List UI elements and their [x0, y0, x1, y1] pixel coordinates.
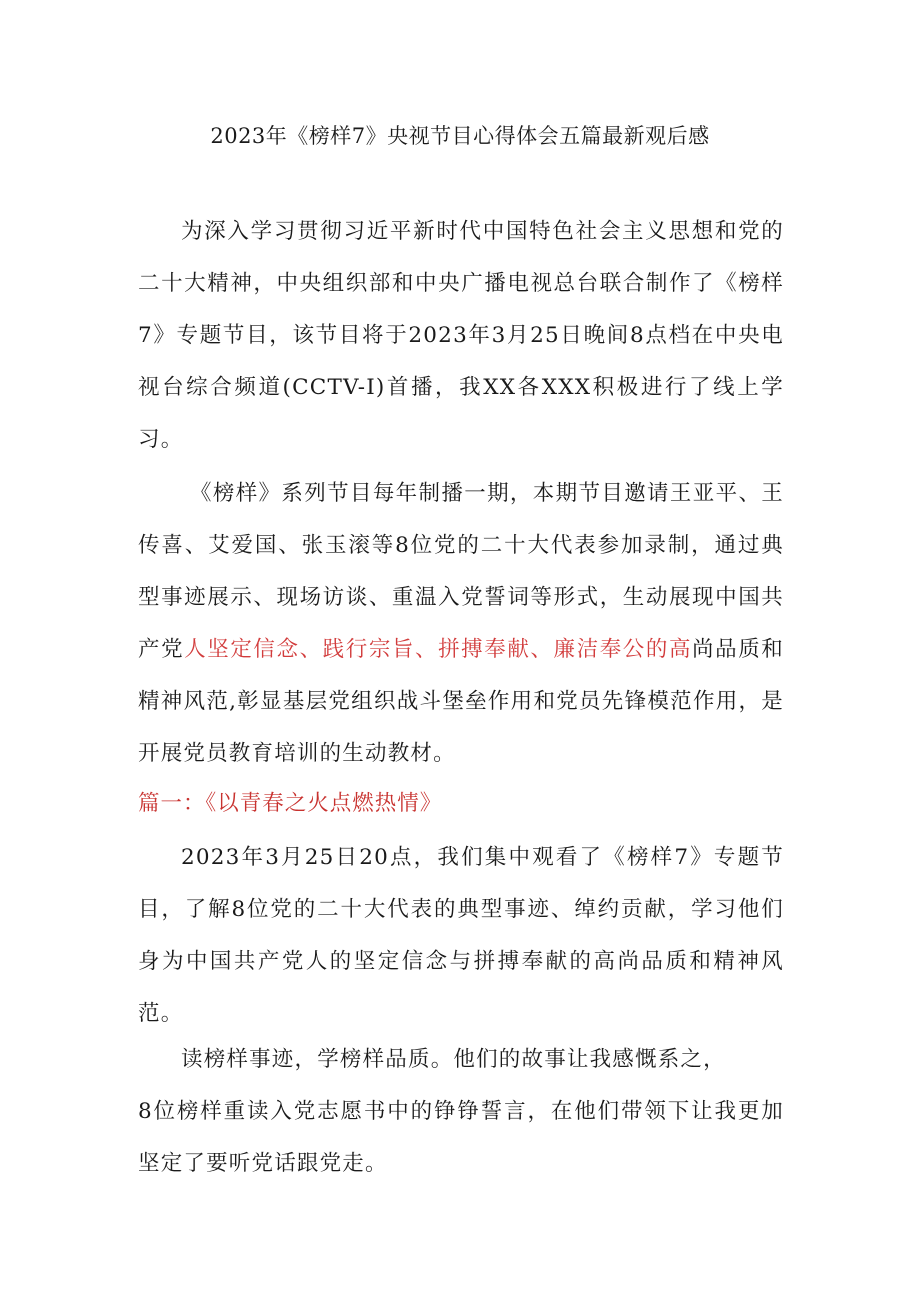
intro-paragraph: 为深入学习贯彻习近平新时代中国特色社会主义思想和党的二十大精神，中央组织部和中央广播电视总台联合制作了《榜样7》专题节目，该节目将于2023年3月25日晚间8点档在中央电视台综合频道(CCTV-I)首播，我XX各XXX积极进行了线上学习。 — [138, 219, 784, 452]
second-paragraph — [138, 468, 784, 780]
section-heading: 篇一：《以青春之火点燃热情》 — [138, 791, 443, 816]
second-paragraph-text-after: 尚品质和精神风范,彰显基层党组织战斗堡垒作用和党员先锋模范作用，是开展党员教育培训的生动教材。 — [138, 637, 784, 766]
document-title: 2023年《榜样7》央视节目心得体会五篇最新观后感 — [210, 124, 710, 148]
section-paragraph-2 — [138, 1034, 784, 1190]
section-paragraph-2-line-2: 8位榜样重读入党志愿书中的铮铮誓言，在他们带领下让我更加坚定了要听党话跟党走。 — [138, 1099, 784, 1176]
section-paragraph-2-line-1: 读榜样事迹，学榜样品质。他们的故事让我感慨系之， — [181, 1047, 726, 1072]
second-paragraph-text-before: 《榜样》系列节目每年制播一期，本期节目邀请王亚平、王传喜、艾爱国、张玉滚等8位党的二十大代表参加录制，通过典型事迹展示、现场访谈、重温入党誓词等形式，生动展现中国共产党 — [138, 481, 784, 662]
section-paragraph-1: 2023年3月25日20点，我们集中观看了《榜样7》专题节目，了解8位党的二十大代表的典型事迹、绰约贡献，学习他们身为中国共产党人的坚定信念与拼搏奉献的高尚品质和精神风范。 — [138, 845, 784, 1026]
second-paragraph-highlight: 人坚定信念、践行宗旨、拼搏奉献、廉洁奉公的高 — [184, 637, 693, 662]
